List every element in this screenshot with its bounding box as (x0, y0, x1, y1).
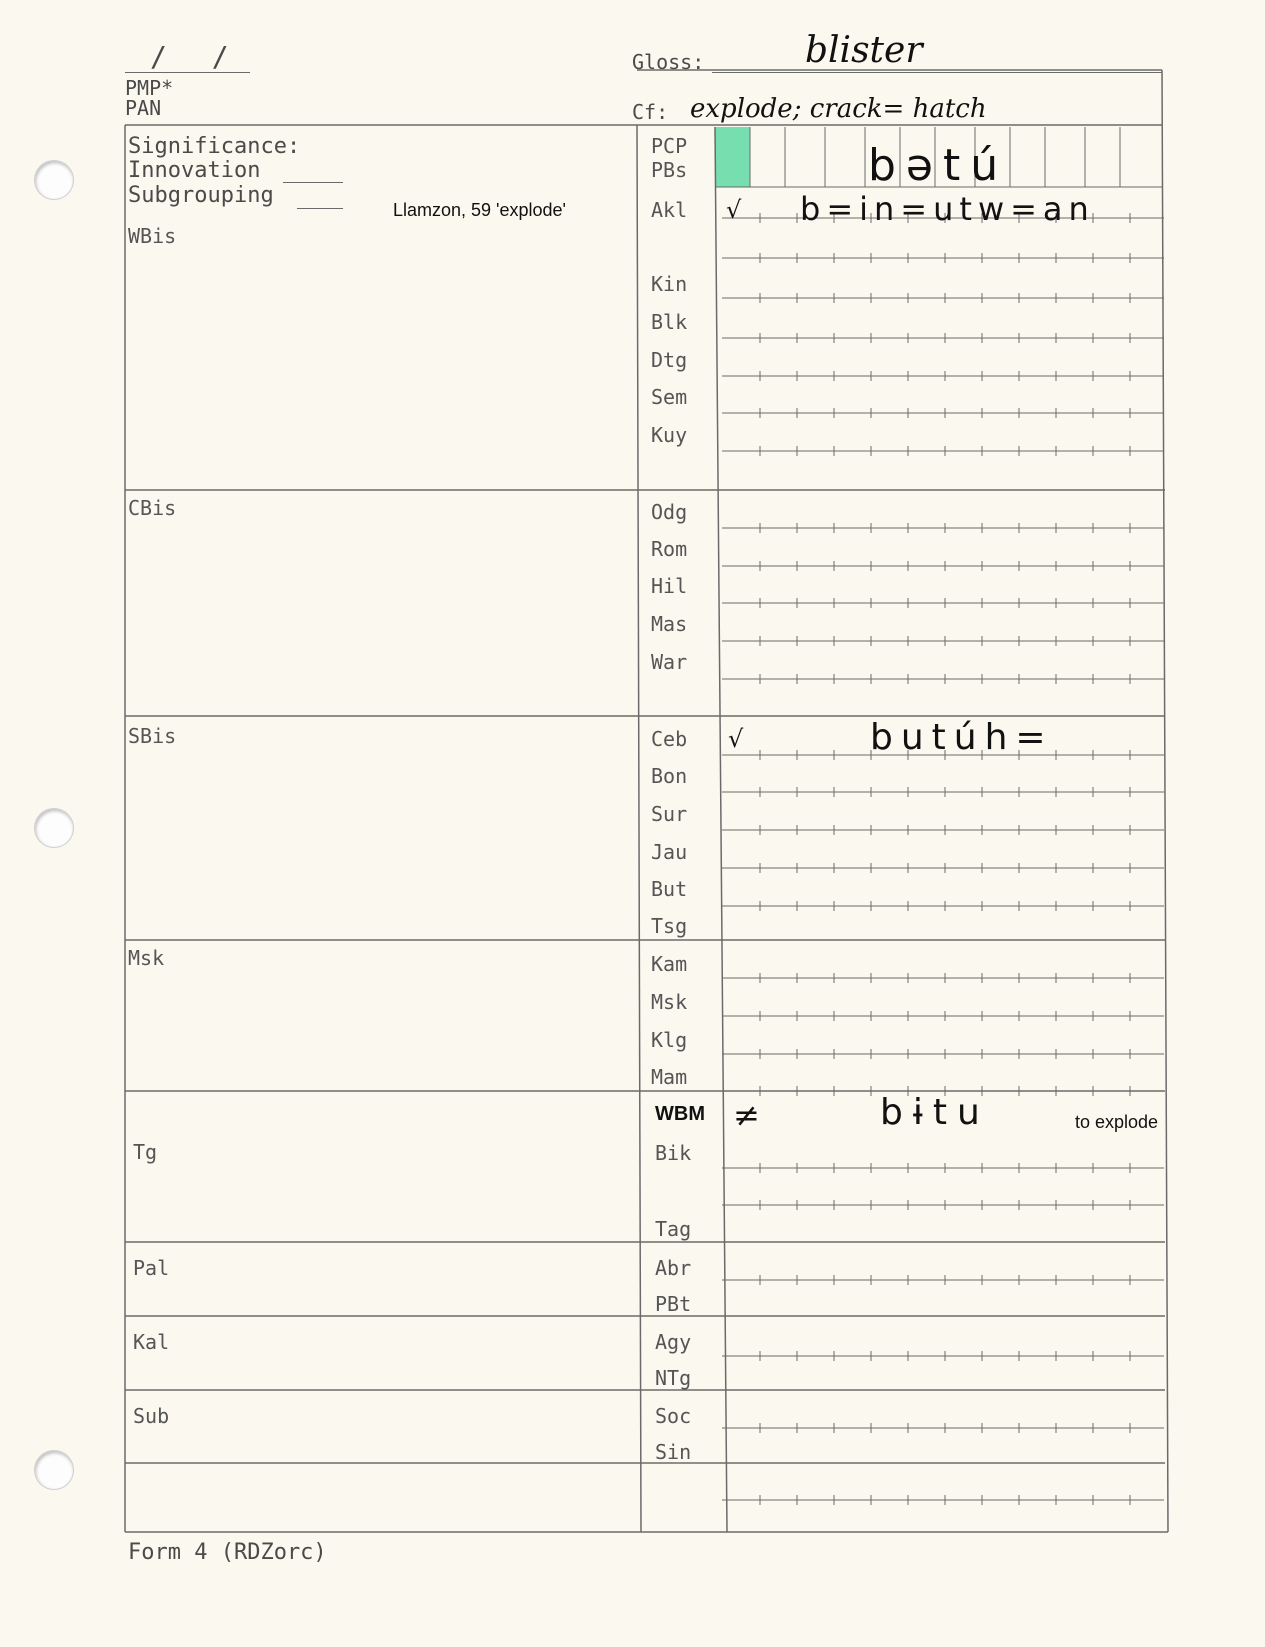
gloss-label: Gloss: (632, 50, 705, 74)
form-footer: Form 4 (RDZorc) (128, 1540, 327, 1565)
lang-pbs: PBs (651, 158, 688, 182)
subgrouping-label: Subgrouping (128, 183, 274, 208)
lang-tag: Tag (655, 1217, 692, 1241)
section-sbis: SBis (128, 724, 177, 748)
lang-odg: Odg (651, 500, 688, 524)
section-sub: Sub (133, 1404, 170, 1428)
section-pal: Pal (133, 1256, 170, 1280)
lang-bik: Bik (655, 1141, 692, 1165)
middle-divider (637, 125, 641, 1532)
section-wbis: WBis (128, 224, 177, 248)
lang-ceb: Ceb (651, 727, 688, 751)
section-tg: Tg (133, 1140, 158, 1164)
lang-mam: Mam (651, 1065, 688, 1089)
pmp-label: PMP* (125, 76, 174, 100)
pbs-form: bətú (868, 140, 1009, 191)
significance-title: Significance: (128, 134, 301, 159)
lang-sem: Sem (651, 385, 688, 409)
lang-pcp: PCP (651, 134, 688, 158)
lang-jau: Jau (651, 840, 688, 864)
lang-tsg: Tsg (651, 914, 688, 938)
akl-form: b=in=utw=an (800, 190, 1095, 228)
date-field: / / (150, 40, 243, 73)
wbm-form: bɨtu (880, 1092, 990, 1133)
ceb-check: √ (728, 725, 744, 753)
lang-sin: Sin (655, 1440, 692, 1464)
section-msk: Msk (128, 946, 165, 970)
lang-abr: Abr (655, 1256, 692, 1280)
significance-note: Llamzon, 59 'explode' (393, 200, 566, 220)
lang-war: War (651, 650, 688, 674)
lang-wbm: WBM (655, 1103, 705, 1125)
lang-hil: Hil (651, 574, 688, 598)
cf-value: explode; crack= hatch (690, 94, 987, 124)
cf-label: Cf: (632, 100, 669, 124)
right-border (1162, 70, 1168, 1532)
innovation-blank (283, 182, 343, 183)
lang-ntg: NTg (655, 1366, 692, 1390)
subgrouping-blank (297, 208, 343, 209)
lang-kam: Kam (651, 952, 688, 976)
wbm-note: to explode (1075, 1112, 1159, 1132)
section-cbis: CBis (128, 496, 177, 520)
lang-kuy: Kuy (651, 423, 688, 447)
ceb-form: butúh= (870, 717, 1054, 758)
akl-check: √ (726, 196, 742, 224)
lang-akl: Akl (651, 198, 688, 222)
lang-kin: Kin (651, 272, 688, 296)
lang-msk: Msk (651, 990, 688, 1014)
lang-but: But (651, 877, 688, 901)
lang-mas: Mas (651, 612, 688, 636)
lang-dtg: Dtg (651, 348, 688, 372)
section-kal: Kal (133, 1330, 170, 1354)
lang-bon: Bon (651, 764, 688, 788)
lang-blk: Blk (651, 310, 688, 334)
lang-soc: Soc (655, 1404, 692, 1428)
lang-sur: Sur (651, 802, 688, 826)
innovation-label: Innovation (128, 158, 261, 183)
pan-label: PAN (125, 96, 162, 120)
wbm-mark: ≠ (733, 1096, 760, 1134)
lang-klg: Klg (651, 1028, 688, 1052)
lang-pbt: PBt (655, 1292, 692, 1316)
lang-agy: Agy (655, 1330, 692, 1354)
lang-rom: Rom (651, 537, 688, 561)
gloss-value: blister (805, 30, 923, 71)
